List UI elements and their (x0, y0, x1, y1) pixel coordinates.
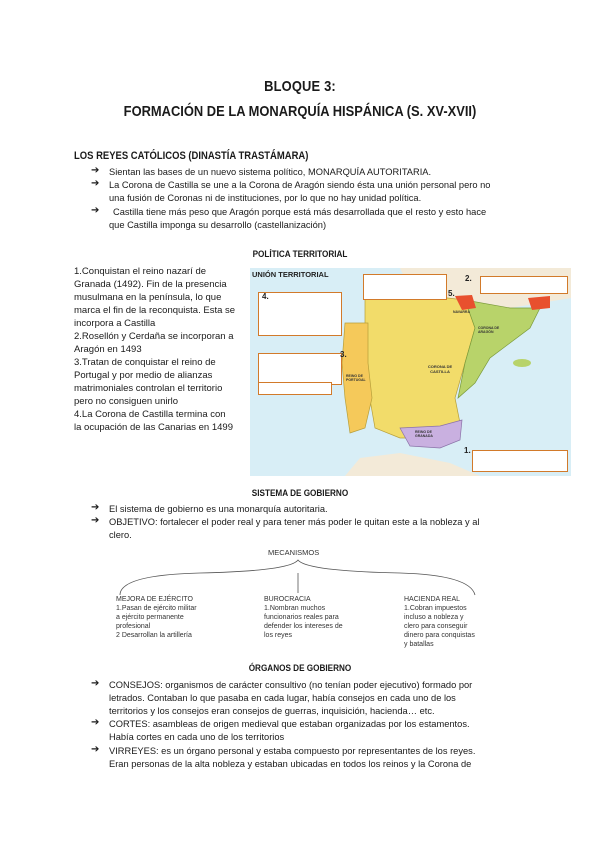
map-number: 4. (262, 292, 269, 301)
bullet-text: OBJETIVO: fortalecer el poder real y para tener más poder le quitan este a la nobleza y al (109, 517, 480, 527)
map-label-portugal: REINO DE PORTUGAL (346, 374, 366, 382)
mechanism-title: HACIENDA REAL (404, 596, 461, 603)
map-note-box (258, 382, 332, 395)
map-label-granada: REINO DE GRANADA (415, 430, 433, 438)
map-note-box (480, 276, 568, 294)
section-heading-organos: ÓRGANOS DE GOBIERNO (248, 663, 352, 674)
mechanism-line: y batallas (404, 641, 434, 648)
organos-line: Había cortes en cada uno de los territorios (109, 732, 285, 742)
section-heading-territorial: POLÍTICA TERRITORIAL (252, 249, 348, 260)
territorial-line: 2.Rosellón y Cerdaña se incorporan a (74, 331, 234, 342)
mechanism-line: profesional (116, 623, 151, 630)
territorial-line: la ocupación de las Canarias en 1499 (74, 422, 233, 433)
mechanism-line: dinero para conquistas (404, 632, 475, 639)
organos-line: CORTES: asambleas de origen medieval que estaban organizadas por los estamentos. (109, 719, 470, 729)
map-baleares (513, 359, 531, 367)
mechanism-line: defender los intereses de (264, 623, 343, 630)
organos-line: letrados. Contaban lo que pasaba en cada lugar, había consejos en cada uno de los (109, 693, 456, 703)
bullet-text: El sistema de gobierno es una monarquía autoritaria. (109, 504, 328, 514)
mechanism-line: incluso a nobleza y (404, 614, 464, 621)
territorial-map (250, 268, 571, 476)
page-subtitle: FORMACIÓN DE LA MONARQUÍA HISPÁNICA (S. XV-XVII) (123, 103, 477, 120)
arrow-icon: ➔ (91, 678, 100, 689)
map-number: 3. (340, 350, 347, 359)
territorial-line: incorpora a Castilla (74, 318, 156, 329)
organos-line: territorios y los consejos eran consejos de guerras, inquisición, hacienda… etc. (109, 706, 435, 716)
territorial-line: 1.Conquistan el reino nazarí de (74, 266, 207, 277)
section-heading-gobierno: SISTEMA DE GOBIERNO (251, 488, 349, 499)
map-label-navarra: NAVARRA (453, 310, 470, 314)
mechanism-line: 1.Nombran muchos (264, 605, 326, 612)
arrow-icon: ➔ (91, 165, 100, 176)
mechanism-line: 2 Desarrollan la artillería (116, 632, 192, 639)
map-number: 1. (464, 446, 471, 455)
map-note-box (472, 450, 568, 472)
bullet-text: Castilla tiene más peso que Aragón porque está más desarrollada que el resto y esto hace (113, 207, 487, 217)
territorial-line: pero no consiguen unirlo (74, 396, 179, 407)
organos-line: VIRREYES: es un órgano personal y estaba compuesto por representantes de los reyes. (109, 746, 476, 756)
map-number: 5. (448, 289, 455, 298)
territorial-line: marca el fin de la reconquista. Esta se (74, 305, 236, 316)
mechanism-line: clero para conseguir (404, 623, 468, 630)
organos-line: Eran personas de la alta nobleza y estaban ubicadas en todos los reinos y la Corona de (109, 759, 472, 769)
map-castilla (365, 296, 475, 438)
territorial-line: 4.La Corona de Castilla termina con (74, 409, 226, 420)
brace-line (120, 560, 475, 595)
map-title: UNIÓN TERRITORIAL (252, 270, 329, 279)
map-aragon (458, 300, 540, 398)
territorial-line: matrimoniales controlan el territorio (74, 383, 223, 394)
mechanism-line: 1.Cobran impuestos (404, 605, 467, 612)
map-note-box (363, 274, 447, 300)
arrow-icon: ➔ (91, 717, 100, 728)
map-label-aragon: CORONA DE ARAGÓN (478, 326, 500, 334)
map-label-castilla: CORONA DE CASTILLA (427, 364, 453, 374)
territorial-line: Granada (1492). Fin de la presencia (74, 279, 227, 290)
territorial-line: 3.Tratan de conquistar el reino de (74, 357, 216, 368)
bullet-text: La Corona de Castilla se une a la Corona de Aragón siendo ésta una unión personal pero no (109, 180, 491, 190)
mechanism-title: BUROCRACIA (264, 596, 311, 603)
bullet-text: Sientan las bases de un nuevo sistema político, MONARQUÍA AUTORITARIA. (109, 167, 432, 177)
mechanisms-title: MECANISMOS (268, 548, 320, 557)
mechanism-line: los reyes (264, 632, 293, 639)
map-note-box (258, 353, 342, 385)
map-note-box (258, 292, 342, 336)
mechanism-title: MEJORA DE EJÉRCITO (116, 596, 193, 603)
arrow-icon: ➔ (91, 178, 100, 189)
page-title: BLOQUE 3: (264, 78, 336, 95)
arrow-icon: ➔ (91, 744, 100, 755)
mechanism-line: 1.Pasan de ejército militar (116, 605, 197, 612)
territorial-line: musulmana en la península, lo que (74, 292, 222, 303)
territorial-line: Aragón en 1493 (74, 344, 142, 355)
mechanism-line: a ejército permanente (116, 614, 184, 621)
section-heading-reyes: LOS REYES CATÓLICOS (DINASTÍA TRASTÁMARA) (74, 150, 309, 162)
arrow-icon: ➔ (91, 515, 100, 526)
map-africa (345, 453, 480, 476)
territorial-line: Portugal y por medio de alianzas (74, 370, 213, 381)
organos-line: CONSEJOS: organismos de carácter consultivo (no tenían poder ejecutivo) formado por (109, 680, 473, 690)
bullet-text: que Castilla imponga su desarrollo (castellanización) (109, 220, 327, 230)
arrow-icon: ➔ (91, 502, 100, 513)
arrow-icon: ➔ (91, 205, 100, 216)
bullet-text: una fusión de Coronas ni de instituciones, por lo que no hay unidad política. (109, 193, 422, 203)
bullet-text: clero. (109, 530, 132, 540)
map-number: 2. (465, 274, 472, 283)
mechanism-line: funcionarios reales para (264, 614, 339, 621)
